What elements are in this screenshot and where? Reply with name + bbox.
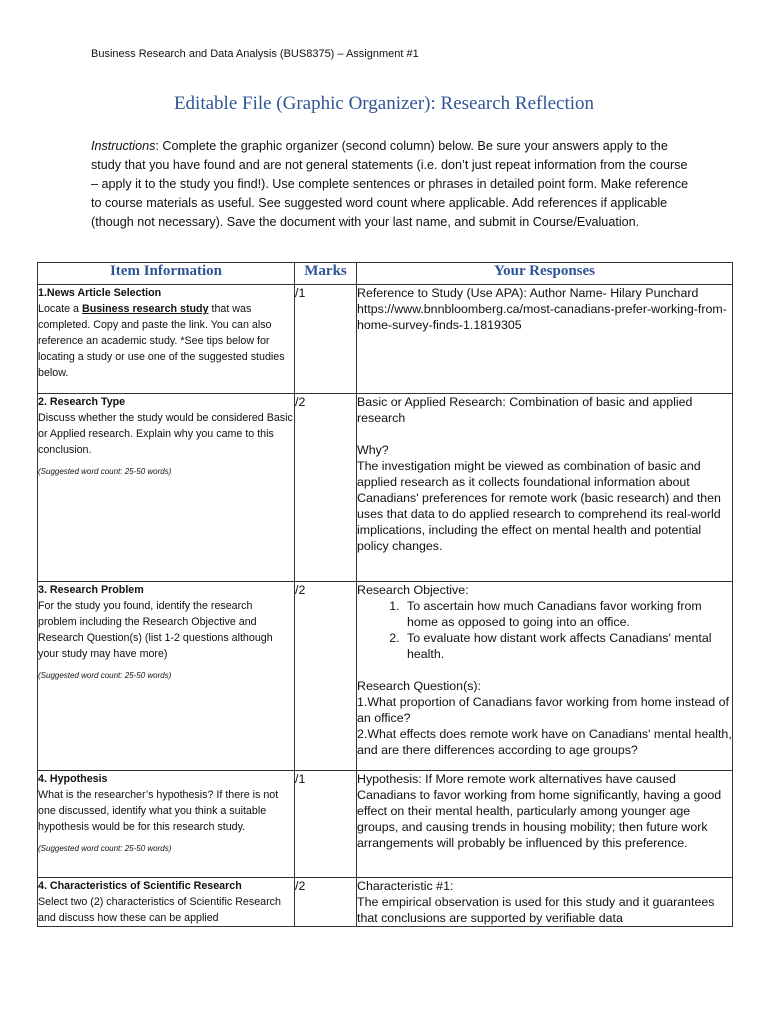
item-title: 4. Characteristics of Scientific Research [38,880,242,892]
instructions-label: Instructions [91,139,156,153]
response-reference: Reference to Study (Use APA): Author Name- Hilary Punchard [357,286,699,300]
response-why-text: The investigation might be viewed as combination of basic and applied research as it collects foundational information about Canadians' preferences for remote work (basic research) and then uses that data to do applied research to comprehend its real-world implications, including the effect on mental health and potential policy changes. [357,459,721,553]
response-characteristic-label: Characteristic #1: [357,879,454,893]
response-characteristic-text: The empirical observation is used for this study and it guarantees that conclusions are supported by verifiable data [357,895,715,925]
response-cell[interactable] [357,394,733,582]
item-description: Discuss whether the study would be considered Basic or Applied research. Explain why you came to this conclusion. [38,412,293,456]
business-research-study-link[interactable]: Business research study [81,303,209,315]
response-cell[interactable] [357,771,733,878]
item-title: 1.News Article Selection [38,287,162,299]
marks-cell: /2 [295,394,357,582]
instructions-text: : Complete the graphic organizer (second column) below. Be sure your answers apply to the study that you have found and are not general statements (i.e. don’t just repeat information from the course – apply it to the study you find!). Use complete sentences or phrases in detailed point form. Make reference to course materials as useful. See suggested word count where applicable. Add references if applicable (though not necessary). Save the document with your last name, and submit in Course/Evaluation. [91,139,689,229]
response-cell[interactable] [357,285,733,394]
response-cell[interactable] [357,878,733,927]
item-cell [38,582,295,771]
response-cell[interactable] [357,582,733,771]
response-questions-label: Research Question(s): [357,679,481,693]
item-cell [38,771,295,878]
table-row [38,878,733,927]
document-title: Editable File (Graphic Organizer): Research Reflection [173,93,595,114]
response-research-type: Basic or Applied Research: Combination of basic and applied research [357,395,693,425]
marks-cell: /2 [295,878,357,927]
header-your-responses: Your Responses [357,263,733,285]
item-title: 3. Research Problem [38,584,144,596]
suggested-word-count: (Suggested word count: 25-50 words) [38,671,172,680]
list-item: 2. To evaluate how distant work affects Canadians' mental health. [403,630,732,662]
table-row [38,285,733,394]
item-description: For the study you found, identify the research problem including the Research Objective and Research Question(s) (list 1-2 questions although your study may have more) [38,600,273,660]
objectives-list [357,598,732,662]
item-cell [38,285,295,394]
table-header-row [38,263,733,285]
suggested-word-count: (Suggested word count: 25-50 words) [38,844,172,853]
item-description: Select two (2) characteristics of Scientific Research and discuss how these can be applied [38,896,281,924]
marks-cell: /1 [295,285,357,394]
marks-cell: /2 [295,582,357,771]
response-question-2: 2.What effects does remote work have on Canadians' mental health, and are there differences according to age groups? [357,727,732,757]
list-item: 1. To ascertain how much Canadians favor working from home as opposed to going into an office. [403,598,732,630]
suggested-word-count: (Suggested word count: 25-50 words) [38,467,172,476]
response-hypothesis: Hypothesis: If More remote work alternatives have caused Canadians to favor working from home significantly, having a good effect on their mental health, particularly among younger age groups, and causing trends in housing mobility; then future work arrangements will probably be influenced by this preference. [357,772,722,850]
response-question-1: 1.What proportion of Canadians favor working from home instead of an office? [357,695,729,725]
item-description: What is the researcher’s hypothesis? If there is not one discussed, identify what you think a suitable hypothesis would be for this research study. [38,789,279,833]
item-title: 4. Hypothesis [38,773,108,785]
table-row [38,582,733,771]
response-objective-label: Research Objective: [357,583,469,597]
header-marks: Marks [295,263,357,285]
item-cell [38,878,295,927]
marks-cell: /1 [295,771,357,878]
graphic-organizer-table [37,262,733,927]
response-link: https://www.bnnbloomberg.ca/most-canadians-prefer-working-from-home-survey-finds-1.1819305 [357,302,727,332]
response-why-label: Why? [357,443,389,457]
instructions-paragraph [91,137,691,232]
item-cell [38,394,295,582]
item-title: 2. Research Type [38,396,126,408]
item-description: Locate a Business research study that was completed. Copy and paste the link. You can also reference an academic study. *See tips below for locating a study or use one of the suggested studies below. [38,303,285,379]
header-item-information: Item Information [38,263,295,285]
document-header: Business Research and Data Analysis (BUS8375) – Assignment #1 [91,48,419,60]
table-row [38,771,733,878]
table-row [38,394,733,582]
